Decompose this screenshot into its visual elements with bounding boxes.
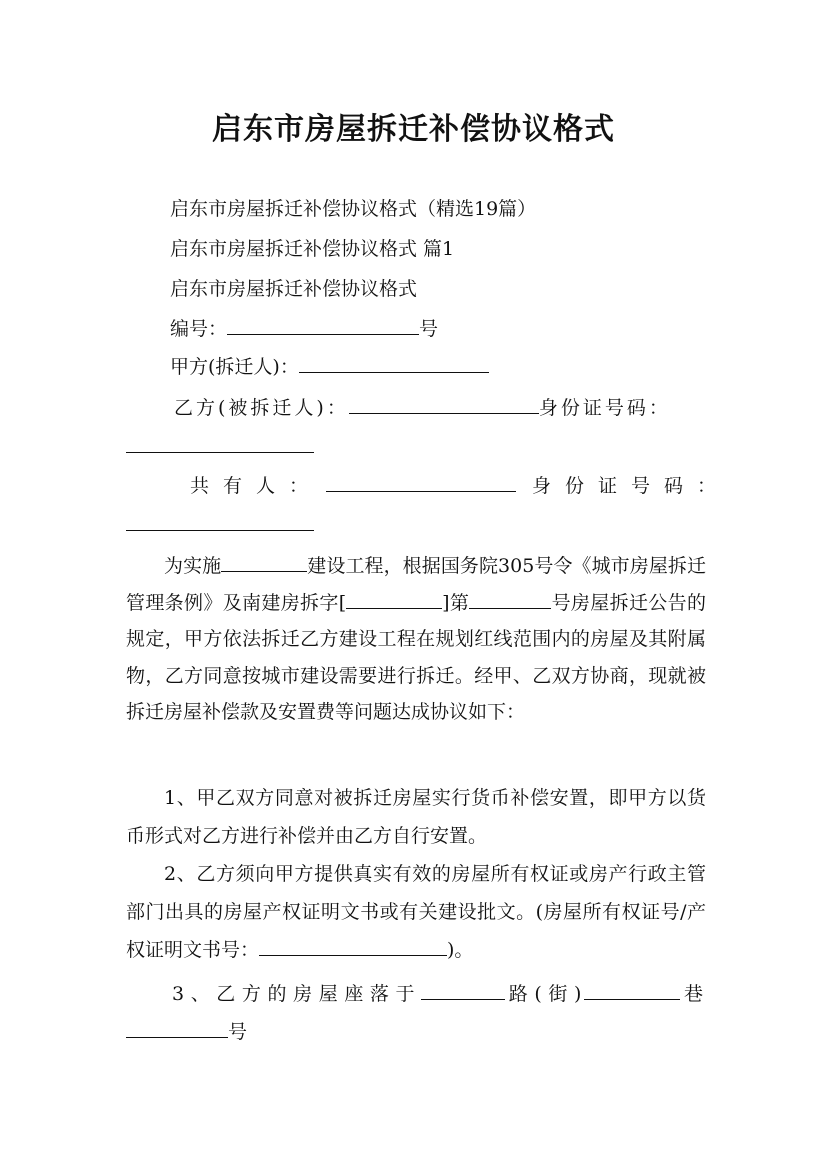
party-a-blank [299,356,489,373]
party-b-id-blank-row [126,436,314,457]
party-b-id-blank [126,436,314,453]
number-row [170,318,438,339]
para1-text-c: ]第 [442,591,470,614]
road-blank [421,983,505,1000]
party-a-row [170,356,489,377]
intro-line-2: 启东市房屋拆迁补偿协议格式 篇1 [170,238,455,260]
party-b-row [174,397,671,418]
paragraph-2: 1、甲乙双方同意对被拆迁房屋实行货币补偿安置，即甲方以货币形式对乙方进行补偿并由乙方自行安置。 [126,787,706,847]
para4-text-c: 巷 [680,983,706,1005]
number-suffix: 号 [419,318,439,340]
party-a-label: 甲方(拆迁人)： [170,356,299,378]
intro-line-3: 启东市房屋拆迁补偿协议格式 [170,278,418,300]
announcement-number-blank [469,592,551,609]
co-owner-label: 共有人： [190,475,323,497]
party-b-label: 乙方(被拆迁人)： [174,397,349,419]
certificate-number-blank [259,939,447,956]
number-blank [227,318,419,335]
document-title: 启东市房屋拆迁补偿协议格式 [212,112,615,147]
para3-text-a: 2、乙方须向甲方提供真实有效的房屋所有权证或房产行政主管部门出具的房屋产权证明文书或有关建设批文。(房屋所有权证号/产权证明文书号： [126,863,706,961]
co-owner-blank [326,475,516,492]
co-owner-id-blank-row [126,514,314,535]
para4-text-b: 路(街) [505,983,585,1005]
intro-line-1: 启东市房屋拆迁补偿协议格式（精选19篇） [170,198,537,220]
para4-text-a: 3、乙方的房屋座落于 [172,983,422,1005]
co-owner-row [190,475,730,496]
house-number-blank [126,1021,228,1038]
co-owner-id-blank [126,514,314,531]
doc-number-blank [346,592,442,609]
co-owner-id-label: 身份证号码： [532,475,731,497]
number-label: 编号： [170,318,228,340]
para4-text-d: 号 [228,1021,251,1043]
paragraph-4 [126,975,706,1051]
party-b-id-label: 身份证号码： [538,397,671,419]
para1-text-b: 建设工程，根据国务院305号令《城市房屋拆迁管理条例》及南建房拆字[ [126,555,706,614]
para3-text-b: )。 [447,939,474,961]
project-blank [221,555,307,572]
para1-text-a: 为实施 [164,555,222,577]
paragraph-3 [126,855,706,969]
lane-blank [584,983,680,1000]
para1-text-d: 号房屋拆迁公告的规定，甲方依法拆迁乙方建设工程在规划红线范围内的房屋及其附属物，乙方同意按城市建设需要进行拆迁。经甲、乙双方协商，现就被拆迁房屋补偿款及安置费等问题达成协议如下： [126,591,706,724]
paragraph-1 [126,548,706,731]
party-b-blank [349,397,539,414]
